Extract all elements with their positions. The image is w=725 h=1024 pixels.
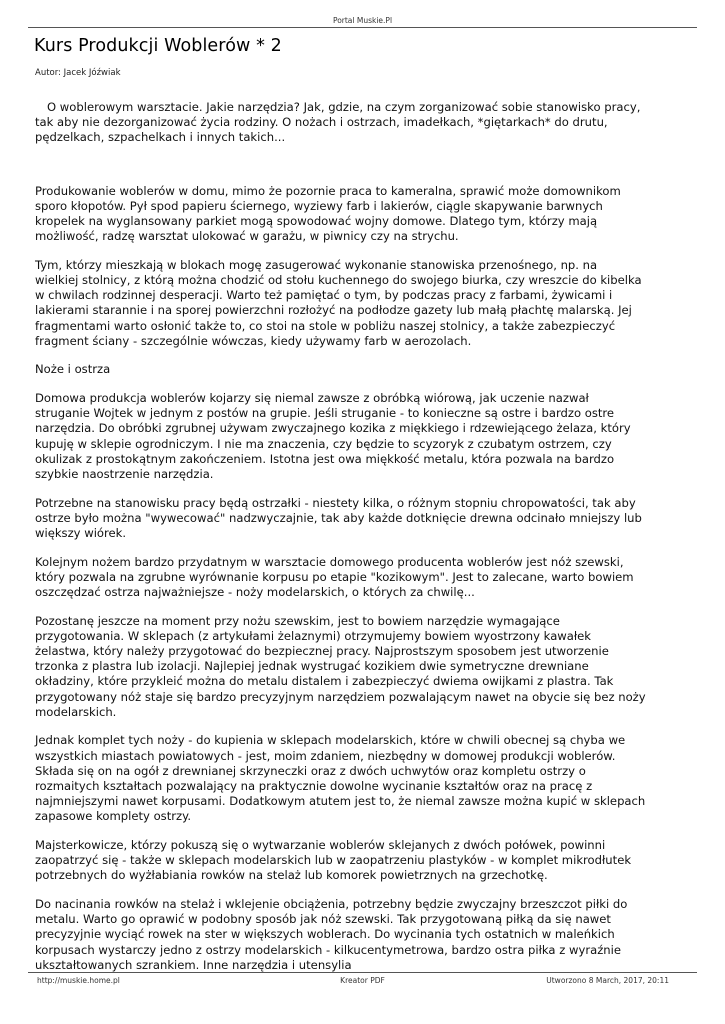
site-name: Portal Muskie.Pl xyxy=(332,16,393,25)
header-divider xyxy=(28,27,697,28)
article-author: Autor: Jacek Jóźwiak xyxy=(35,68,121,78)
article-paragraph: Kolejnym nożem bardzo przydatnym w warsztacie domowego producenta woblerów jest nóż szewski, który pozwala na zgrubne wyrównanie korpusu po etapie "kozikowym". Jest to zalecane, warto bowiem oszczędzać ostrza najważniejsze - noży modelarskich, o których za chwilę... xyxy=(35,554,634,600)
article-title: Kurs Produkcji Woblerów * 2 xyxy=(34,36,282,56)
article-paragraph: Potrzebne na stanowisku pracy będą ostrzałki - niestety kilka, o różnym stopniu chropowatości, tak aby ostrze było można "wywecować" nadzwyczajnie, tak aby każde dotknięcie drewna odcinało mniejszy lub większy wiórek. xyxy=(35,495,642,541)
footer-generator: Kreator PDF xyxy=(340,976,385,985)
footer-divider xyxy=(28,972,697,973)
article-paragraph: Domowa produkcja woblerów kojarzy się niemal zawsze z obróbką wiórową, jak uczenie nazwał struganie Wojtek w jednym z postów na grupie. Jeśli struganie - to konieczne są ostre i bardzo ostre narzędzia. Do obróbki zgrubnej używam zwyczajnego kozika z miękkiego i rdzewiejącego żelaza, który kupuję w sklepie ogrodniczym. I nie ma znaczenia, czy będzie to scyzoryk z czubatym ostrzem, czy okulizak z prostokątnym zakończeniem. Istotna jest owa miękkość metalu, która pozwala na bardzo szybkie naostrzenie narzędzia. xyxy=(35,391,631,482)
article-paragraph: Jednak komplet tych noży - do kupienia w sklepach modelarskich, które w chwili obecnej są chyba we wszystkich miastach powiatowych - jest, moim zdaniem, niezbędny w domowej produkcji woblerów. Składa się on na ogół z drewnianej skrzyneczki oraz z dwóch uchwytów oraz kompletu ostrzy o rozmaitych kształtach pozwalający na praktycznie dowolne wycinanie kształtów oraz na pracę z najmniejszymi nawet korpusami. Dodatkowym atutem jest to, że niemal zawsze można kupić w sklepach zapasowe komplety ostrzy. xyxy=(35,733,646,824)
article-intro: O woblerowym warsztacie. Jakie narzędzia? Jak, gdzie, na czym zorganizować sobie stanowisko pracy, tak aby nie dezorganizować życia rodziny. O nożach i ostrzach, imadełkach, *giętarkach* do drutu, pędzelkach, szpachelkach i innych takich... xyxy=(35,100,641,145)
article-paragraph: Produkowanie woblerów w domu, mimo że pozornie praca to kameralna, sprawić może domownikom sporo kłopotów. Pył spod papieru ściernego, wyziewy farb i lakierów, ciągle skapywanie barwnych kropelek na wyglansowany parkiet mogą spowodować wojny domowe. Dlatego tym, którzy mają możliwość, radzę warsztat ulokować w garażu, w piwnicy czy na strychu. xyxy=(35,183,621,244)
article-body xyxy=(35,100,695,986)
footer-url: http://muskie.home.pl xyxy=(37,976,120,985)
article-paragraph: Do nacinania rowków na stelaż i wklejenie obciążenia, potrzebny będzie zwyczajny brzeszczot piłki do metalu. Warto go oprawić w podobny sposób jak nóż szewski. Tak przygotowaną piłką da się nawet precyzyjnie wyciąć rowek na ster w większych woblerach. Do wycinania tych ostatnich w maleńkich korpusach wystarczy jedno z ostrzy modelarskich - kilkucentymetrowa, bardzo ostra piłka z wyraźnie ukształtowanych szrankiem. Inne narzędzia i utensylia xyxy=(35,897,628,972)
article-paragraph: Pozostanę jeszcze na moment przy nożu szewskim, jest to bowiem narzędzie wymagające przygotowania. W sklepach (z artykułami żelaznymi) otrzymujemy bowiem wyostrzony kawałek żelastwa, który należy przygotować do bezpiecznej pracy. Najprostszym sposobem jest utworzenie trzonka z plastra lub izolacji. Najlepiej jednak wystrugać kozikiem dwie symetryczne drewniane okładziny, które przykleić można do metalu distalem i zabezpieczyć dwiema owijkami z plastra. Tak przygotowany nóż staje się bardzo precyzyjnym narzędziem pozwalającym nawet na obycie się bez noży modelarskich. xyxy=(35,613,646,719)
article-paragraph: Tym, którzy mieszkają w blokach mogę zasugerować wykonanie stanowiska przenośnego, np. na wielkiej stolnicy, z którą można chodzić od stołu kuchennego do swojego biurka, czy wreszcie do kibelka w chwilach rodzinnej desperacji. Warto też pamiętać o tym, by podczas pracy z farbami, żywicami i lakierami starannie i na sporej powierzchni rozłożyć na podłodze gazety lub małą płachtę malarską. Jej fragmentami warto osłonić także to, co stoi na stole w pobliżu naszej stolnicy, a także zabezpieczyć fragment ściany - szczególnie wówczas, kiedy używamy farb w aerozolach. xyxy=(35,257,642,348)
article-paragraph: Majsterkowicze, którzy pokuszą się o wytwarzanie woblerów sklejanych z dwóch połówek, powinni zaopatrzyć się - także w sklepach modelarskich lub w zaopatrzeniu plastyków - w komplet mikrodłutek potrzebnych do wyżłabiania rowków na stelaż lub komorek powietrznych na grzechotkę. xyxy=(35,838,632,883)
footer-created: Utworzono 8 March, 2017, 20:11 xyxy=(546,976,669,985)
section-heading: Noże i ostrza xyxy=(35,362,111,377)
